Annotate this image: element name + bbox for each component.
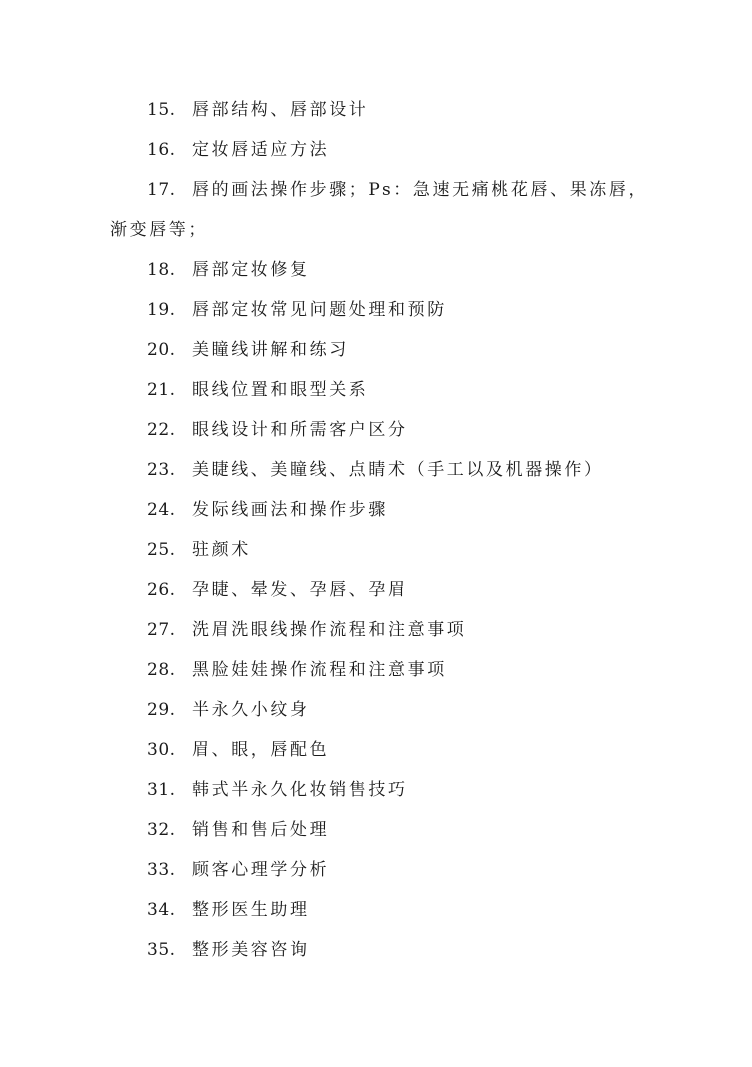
list-item (0, 90, 752, 130)
item-number: 22. (147, 420, 176, 440)
list-item (0, 530, 752, 570)
item-text: 发际线画法和操作步骤 (192, 500, 388, 520)
list-item (0, 250, 752, 290)
item-number: 33. (147, 860, 176, 880)
list-item (0, 170, 752, 250)
item-number: 32. (147, 820, 176, 840)
item-number: 26. (147, 580, 176, 600)
item-text: 唇部结构、唇部设计 (192, 100, 369, 120)
item-number: 18. (147, 260, 176, 280)
item-text: 定妆唇适应方法 (192, 140, 330, 160)
item-number: 31. (147, 780, 176, 800)
list-item (0, 490, 752, 530)
item-number: 20. (147, 340, 176, 360)
list-item (0, 850, 752, 890)
item-text: 洗眉洗眼线操作流程和注意事项 (192, 620, 467, 640)
list-item (0, 810, 752, 850)
item-text: 驻颜术 (192, 540, 251, 560)
item-number: 29. (147, 700, 176, 720)
list-item (0, 610, 752, 650)
item-text: 顾客心理学分析 (192, 860, 330, 880)
list-item (0, 130, 752, 170)
item-number: 17. (147, 180, 176, 200)
list-item (0, 650, 752, 690)
item-text: 眉、眼，唇配色 (192, 740, 330, 760)
item-text: 唇部定妆修复 (192, 260, 310, 280)
list-item (0, 690, 752, 730)
item-text: 半永久小纹身 (192, 700, 310, 720)
list-item (0, 570, 752, 610)
item-text-continuation: 渐变唇等； (110, 220, 208, 240)
item-number: 16. (147, 140, 176, 160)
item-number: 35. (147, 940, 176, 960)
course-list (0, 90, 752, 970)
item-text: 唇的画法操作步骤；Ps：急速无痛桃花唇、果冻唇， (192, 180, 649, 200)
item-number: 25. (147, 540, 176, 560)
item-text: 韩式半永久化妆销售技巧 (192, 780, 408, 800)
item-text: 整形医生助理 (192, 900, 310, 920)
item-number: 27. (147, 620, 176, 640)
list-item (0, 370, 752, 410)
list-item (0, 730, 752, 770)
list-item (0, 450, 752, 490)
item-text: 黑脸娃娃操作流程和注意事项 (192, 660, 447, 680)
item-text: 整形美容咨询 (192, 940, 310, 960)
item-number: 19. (147, 300, 176, 320)
item-number: 21. (147, 380, 176, 400)
item-number: 30. (147, 740, 176, 760)
item-text: 眼线设计和所需客户区分 (192, 420, 408, 440)
list-item (0, 290, 752, 330)
list-item (0, 930, 752, 970)
list-item (0, 410, 752, 450)
item-number: 23. (147, 460, 176, 480)
item-number: 15. (147, 100, 176, 120)
item-text: 孕睫、晕发、孕唇、孕眉 (192, 580, 408, 600)
item-number: 28. (147, 660, 176, 680)
item-text: 美瞳线讲解和练习 (192, 340, 349, 360)
item-text: 销售和售后处理 (192, 820, 330, 840)
item-text: 美睫线、美瞳线、点睛术（手工以及机器操作） (192, 460, 604, 480)
item-number: 34. (147, 900, 176, 920)
item-number: 24. (147, 500, 176, 520)
list-item (0, 330, 752, 370)
list-item (0, 770, 752, 810)
list-item (0, 890, 752, 930)
item-text: 眼线位置和眼型关系 (192, 380, 369, 400)
item-text: 唇部定妆常见问题处理和预防 (192, 300, 447, 320)
